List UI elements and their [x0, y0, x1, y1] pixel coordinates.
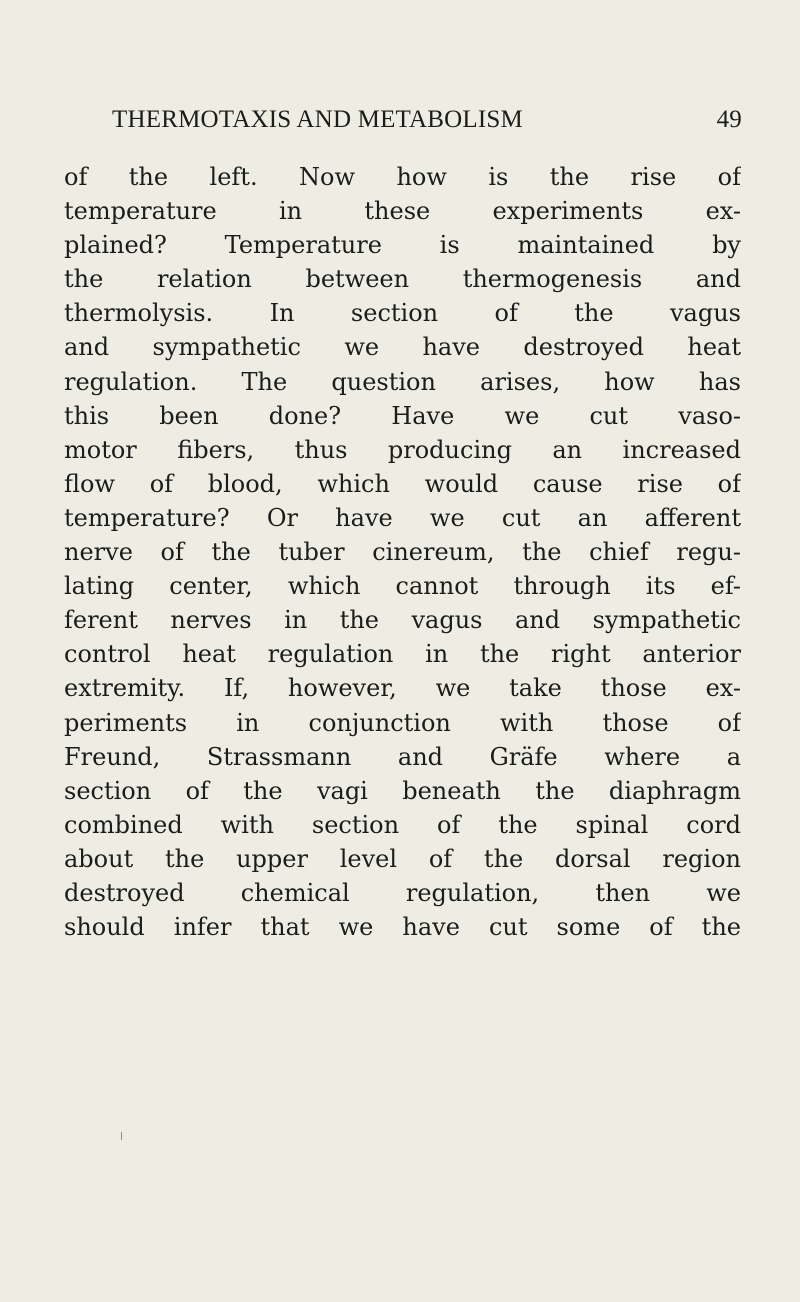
text-line: motor fibers, thus producing an increased [64, 435, 741, 464]
text-line: regulation. The question arises, how has [64, 367, 741, 396]
text-line: about the upper level of the dorsal region [64, 844, 741, 873]
text-line: extremity. If, however, we take those ex- [64, 674, 741, 703]
print-speck [121, 1132, 122, 1140]
text-line: this been done? Have we cut vaso- [64, 401, 741, 430]
text-line: plained? Temperature is maintained by [64, 231, 741, 260]
running-title: THERMOTAXIS AND METABOLISM [112, 106, 523, 133]
text-line: Freund, Strassmann and Gräfe where a [64, 742, 741, 771]
text-line: of the left. Now how is the rise of [64, 163, 741, 191]
text-line: the relation between thermogenesis and [64, 265, 741, 294]
text-line: temperature in these experiments ex- [64, 197, 741, 226]
text-line: thermolysis. In section of the vagus [64, 299, 741, 328]
text-line: combined with section of the spinal cord [64, 810, 741, 839]
text-line: lating center, which cannot through its ef- [64, 572, 741, 601]
text-line: and sympathetic we have destroyed heat [64, 333, 741, 362]
text-line: destroyed chemical regulation, then we [64, 878, 741, 907]
text-line: nerve of the tuber cinereum, the chief regu- [64, 538, 741, 567]
page-number: 49 [716, 106, 742, 133]
text-line: control heat regulation in the right anterior [64, 640, 741, 669]
running-head [112, 106, 742, 140]
text-line: should infer that we have cut some of the [64, 913, 741, 942]
text-line: flow of blood, which would cause rise of [64, 469, 741, 498]
text-line: section of the vagi beneath the diaphragm [64, 776, 741, 805]
text-line: ferent nerves in the vagus and sympathetic [64, 606, 741, 635]
body-text [64, 160, 741, 944]
text-line: periments in conjunction with those of [64, 708, 741, 737]
text-line: temperature? Or have we cut an afferent [64, 503, 741, 532]
